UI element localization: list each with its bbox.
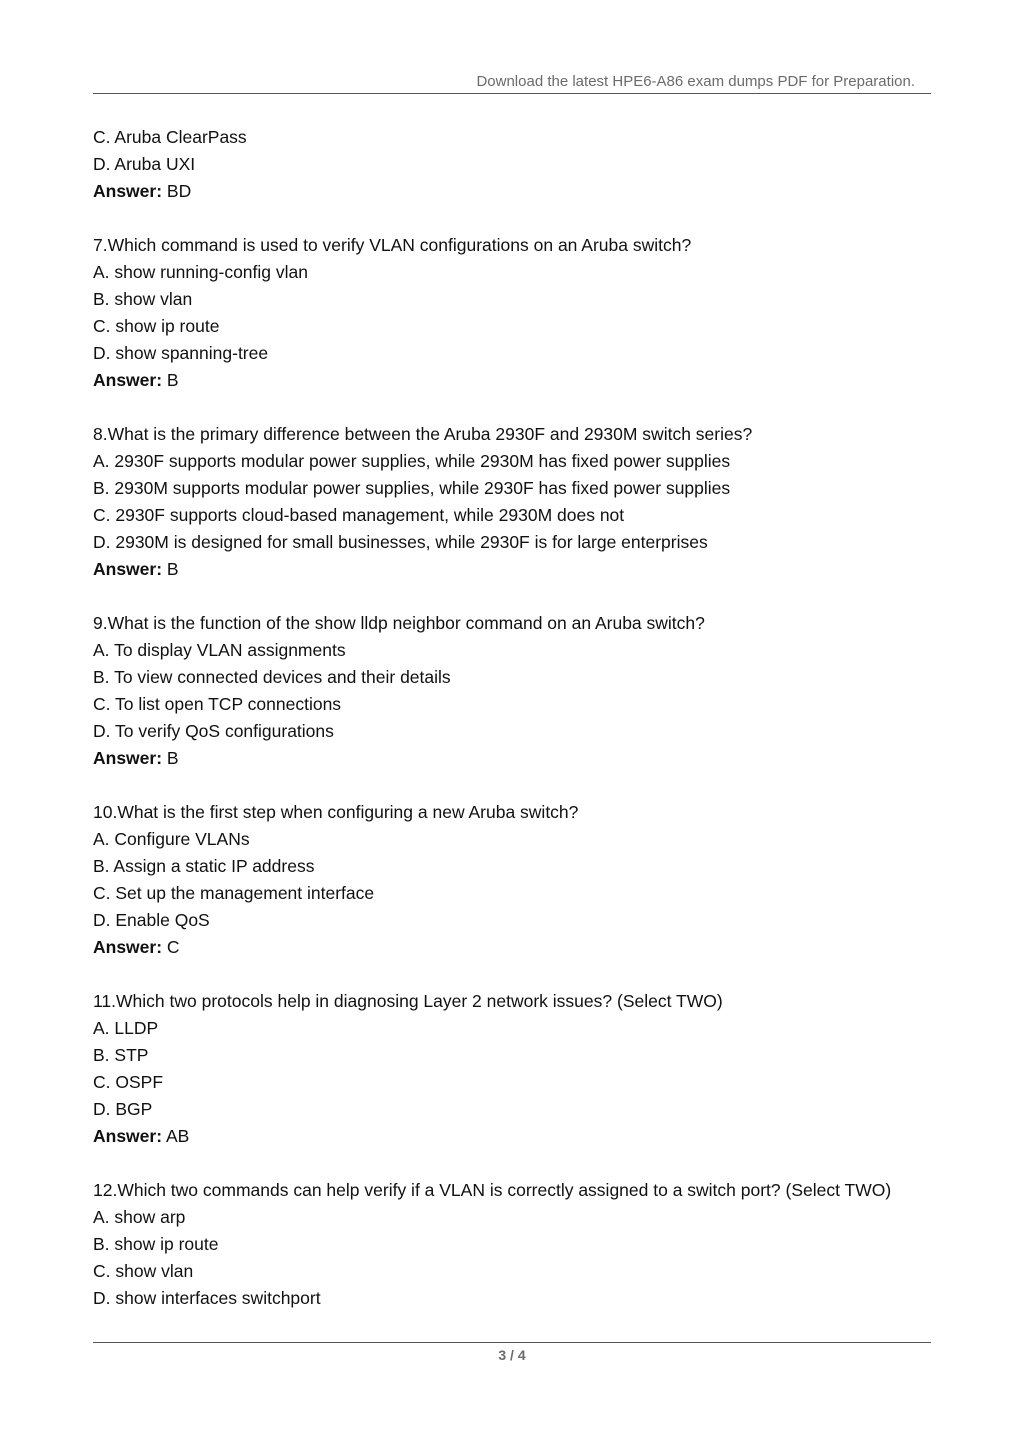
option: C. Aruba ClearPass bbox=[93, 127, 247, 147]
answer-line bbox=[93, 556, 933, 583]
option: D. show spanning-tree bbox=[93, 343, 269, 363]
question-text: 12.Which two commands can help verify if a VLAN is correctly assigned to a switch port? (Select TWO) bbox=[93, 1180, 892, 1200]
footer-divider bbox=[93, 1342, 931, 1343]
option: D. Aruba UXI bbox=[93, 154, 196, 174]
answer-value: AB bbox=[165, 1126, 190, 1146]
answer-line bbox=[93, 1123, 933, 1150]
document-body bbox=[93, 124, 933, 1312]
option: A. 2930F supports modular power supplies, while 2930M has fixed power supplies bbox=[93, 451, 731, 471]
answer-value: BD bbox=[166, 181, 192, 201]
option: C. 2930F supports cloud-based management, while 2930M does not bbox=[93, 505, 625, 525]
question-text: 7.Which command is used to verify VLAN configurations on an Aruba switch? bbox=[93, 235, 692, 255]
answer-line bbox=[93, 934, 933, 961]
option: C. show ip route bbox=[93, 316, 220, 336]
option: B. Assign a static IP address bbox=[93, 856, 315, 876]
answer-label: Answer: bbox=[93, 559, 163, 579]
option: B. show vlan bbox=[93, 289, 193, 309]
answer-label: Answer: bbox=[93, 748, 163, 768]
option: C. To list open TCP connections bbox=[93, 694, 342, 714]
question-text: 8.What is the primary difference between the Aruba 2930F and 2930M switch series? bbox=[93, 424, 753, 444]
option: D. Enable QoS bbox=[93, 910, 210, 930]
option: B. 2930M supports modular power supplies, while 2930F has fixed power supplies bbox=[93, 478, 731, 498]
option: B. To view connected devices and their details bbox=[93, 667, 451, 687]
option: D. BGP bbox=[93, 1099, 153, 1119]
option: B. STP bbox=[93, 1045, 149, 1065]
option: D. show interfaces switchport bbox=[93, 1288, 321, 1308]
answer-value: B bbox=[166, 370, 179, 390]
option: B. show ip route bbox=[93, 1234, 219, 1254]
page-number: 3 / 4 bbox=[498, 1347, 526, 1363]
header-divider bbox=[93, 93, 931, 94]
option: A. Configure VLANs bbox=[93, 829, 250, 849]
option: D. 2930M is designed for small businesses, while 2930F is for large enterprises bbox=[93, 532, 708, 552]
option: A. show running-config vlan bbox=[93, 262, 308, 282]
answer-line bbox=[93, 745, 933, 772]
answer-line bbox=[93, 178, 933, 205]
option: C. show vlan bbox=[93, 1261, 194, 1281]
answer-value: B bbox=[166, 559, 179, 579]
option: C. OSPF bbox=[93, 1072, 164, 1092]
answer-label: Answer: bbox=[93, 1126, 163, 1146]
option: D. To verify QoS configurations bbox=[93, 721, 334, 741]
option: A. show arp bbox=[93, 1207, 186, 1227]
option: A. LLDP bbox=[93, 1018, 159, 1038]
answer-value: C bbox=[166, 937, 180, 957]
question-text: 11.Which two protocols help in diagnosing Layer 2 network issues? (Select TWO) bbox=[93, 991, 723, 1011]
answer-value: B bbox=[166, 748, 179, 768]
page-header: Download the latest HPE6-A86 exam dumps PDF for Preparation. bbox=[476, 73, 915, 90]
answer-label: Answer: bbox=[93, 937, 163, 957]
question-text: 10.What is the first step when configuring a new Aruba switch? bbox=[93, 802, 579, 822]
answer-label: Answer: bbox=[93, 370, 163, 390]
answer-label: Answer: bbox=[93, 181, 163, 201]
question-text: 9.What is the function of the show lldp neighbor command on an Aruba switch? bbox=[93, 613, 705, 633]
option: A. To display VLAN assignments bbox=[93, 640, 346, 660]
answer-line bbox=[93, 367, 933, 394]
option: C. Set up the management interface bbox=[93, 883, 375, 903]
